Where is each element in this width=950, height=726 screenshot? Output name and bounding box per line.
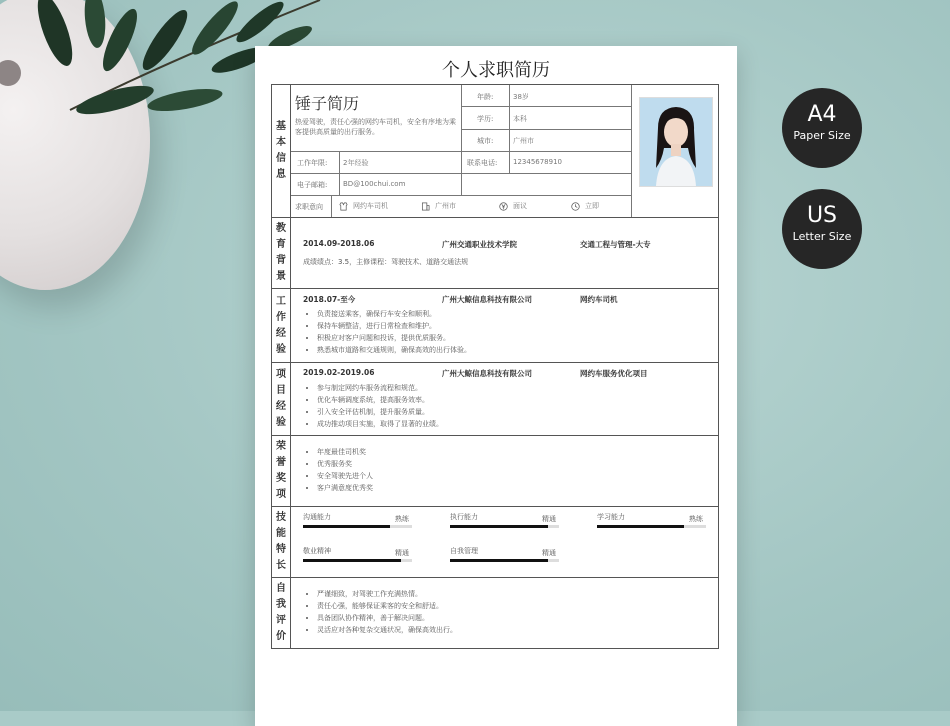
section-education	[272, 217, 718, 288]
section-label: 自 我 评 价	[272, 578, 291, 648]
honors-body	[291, 436, 718, 506]
project-date: 2019.02-2019.06	[303, 368, 375, 377]
skill-name: 执行能力	[450, 513, 478, 521]
resume-paper	[255, 46, 737, 726]
skill-bar-fill	[303, 525, 390, 528]
section-project	[272, 362, 718, 435]
a4-badge	[782, 88, 862, 168]
work-role: 网约车司机	[580, 295, 618, 304]
intent-job: 网约车司机	[353, 202, 388, 210]
section-label: 教 育 背 景	[272, 218, 291, 288]
project-body	[291, 363, 718, 435]
badge-big-text: US	[806, 203, 838, 228]
skill-bar	[303, 525, 412, 528]
skills-body	[291, 507, 718, 577]
badge-small-text: Paper Size	[793, 129, 851, 142]
skill-bar	[450, 559, 559, 562]
skill-bar	[303, 559, 412, 562]
education-label: 学历:	[477, 115, 494, 123]
intent-item	[571, 201, 599, 211]
shirt-icon	[339, 202, 348, 211]
list-item: • 熟悉城市道路和交通规则，确保高效的出行体验。	[317, 344, 471, 356]
badge-big-text: A4	[807, 102, 837, 127]
self-evaluation-list	[303, 588, 457, 636]
honors-list	[303, 446, 373, 494]
section-work	[272, 288, 718, 362]
education-value: 本科	[513, 115, 527, 123]
skill-level: 熟练	[395, 515, 409, 523]
section-label: 技 能 特 长	[272, 507, 291, 577]
age-value: 38岁	[513, 93, 529, 101]
work-duties	[303, 308, 471, 356]
project-company: 广州大鲸信息科技有限公司	[442, 369, 532, 378]
skill-bar	[597, 525, 706, 528]
list-item: • 年度最佳司机奖	[317, 446, 373, 458]
skill-bar-fill	[303, 559, 401, 562]
resume-table	[271, 84, 719, 649]
skill-name: 沟通能力	[303, 513, 331, 521]
list-item: • 具备团队协作精神，善于解决问题。	[317, 612, 457, 624]
email-label: 电子邮箱:	[297, 181, 328, 189]
education-body	[291, 218, 718, 288]
section-label: 工 作 经 验	[272, 289, 291, 362]
phone-value: 12345678910	[513, 158, 562, 166]
skill-level: 精通	[542, 549, 556, 557]
list-item: • 优化车辆调度系统，提高服务效率。	[317, 394, 443, 406]
us-letter-badge	[782, 189, 862, 269]
list-item: • 保持车辆整洁，进行日常检查和维护。	[317, 320, 471, 332]
list-item: • 参与制定网约车服务流程和规范。	[317, 382, 443, 394]
yen-icon	[499, 202, 508, 211]
intent-salary: 面议	[513, 202, 527, 210]
self-evaluation-body	[291, 578, 718, 648]
candidate-name: 锤子简历	[295, 94, 360, 113]
intent-item	[339, 201, 388, 211]
work-years-value: 2年经验	[343, 159, 369, 167]
work-years-label: 工作年限:	[297, 159, 328, 167]
section-label: 基 本 信 息	[272, 85, 291, 217]
clock-icon	[571, 202, 580, 211]
resume-title: 个人求职简历	[442, 60, 550, 81]
list-item: • 客户满意度优秀奖	[317, 482, 373, 494]
education-date: 2014.09-2018.06	[303, 239, 375, 248]
section-label: 荣 誉 奖 项	[272, 436, 291, 506]
skill-level: 熟练	[689, 515, 703, 523]
section-basic	[272, 85, 718, 217]
education-major: 交通工程与管理-大专	[580, 240, 651, 249]
list-item: • 负责接送乘客，确保行车安全和顺利。	[317, 308, 471, 320]
project-duties	[303, 382, 443, 430]
list-item: • 成功推动项目实施，取得了显著的业绩。	[317, 418, 443, 430]
skill-name: 敬业精神	[303, 547, 331, 555]
skill-level: 精通	[542, 515, 556, 523]
skill-bar-fill	[450, 559, 548, 562]
skill-name: 自我管理	[450, 547, 478, 555]
intent-label: 求职意向	[295, 203, 323, 211]
work-date: 2018.07-至今	[303, 295, 356, 304]
intent-item	[499, 201, 527, 211]
phone-label: 联系电话:	[467, 159, 498, 167]
city-label: 城市:	[477, 137, 494, 145]
list-item: • 安全驾驶先进个人	[317, 470, 373, 482]
project-name: 网约车服务优化项目	[580, 369, 648, 378]
section-label: 项 目 经 验	[272, 363, 291, 435]
city-value: 广州市	[513, 137, 534, 145]
building-icon	[421, 202, 430, 211]
skill-level: 精通	[395, 549, 409, 557]
skill-name: 学习能力	[597, 513, 625, 521]
candidate-photo	[639, 97, 713, 187]
skill-bar-fill	[597, 525, 684, 528]
education-school: 广州交通职业技术学院	[442, 240, 517, 249]
skill-bar-fill	[450, 525, 548, 528]
intent-start: 立即	[585, 202, 599, 210]
work-company: 广州大鲸信息科技有限公司	[442, 295, 532, 304]
candidate-intro: 热爱驾驶，责任心强的网约车司机，安全有序地为乘客提供高质量的出行服务。	[295, 118, 456, 136]
section-self-evaluation	[272, 577, 718, 648]
age-label: 年龄:	[477, 93, 494, 101]
section-honors	[272, 435, 718, 506]
list-item: • 严谨细致，对驾驶工作充满热情。	[317, 588, 457, 600]
badge-small-text: Letter Size	[792, 230, 852, 243]
education-detail: 成绩绩点：3.5，主修课程：驾驶技术、道路交通法规	[303, 258, 469, 266]
skill-bar	[450, 525, 559, 528]
list-item: • 积极应对客户问题和投诉，提供优质服务。	[317, 332, 471, 344]
list-item: • 灵活应对各种复杂交通状况，确保高效出行。	[317, 624, 457, 636]
intent-city: 广州市	[435, 202, 456, 210]
basic-info-body	[291, 85, 718, 217]
section-skills	[272, 506, 718, 577]
email-value: BD@100chui.com	[343, 180, 406, 188]
list-item: • 优秀服务奖	[317, 458, 373, 470]
work-body	[291, 289, 718, 362]
intent-item	[421, 201, 456, 211]
list-item: • 引入安全评估机制，提升服务质量。	[317, 406, 443, 418]
list-item: • 责任心强，能够保证乘客的安全和舒适。	[317, 600, 457, 612]
